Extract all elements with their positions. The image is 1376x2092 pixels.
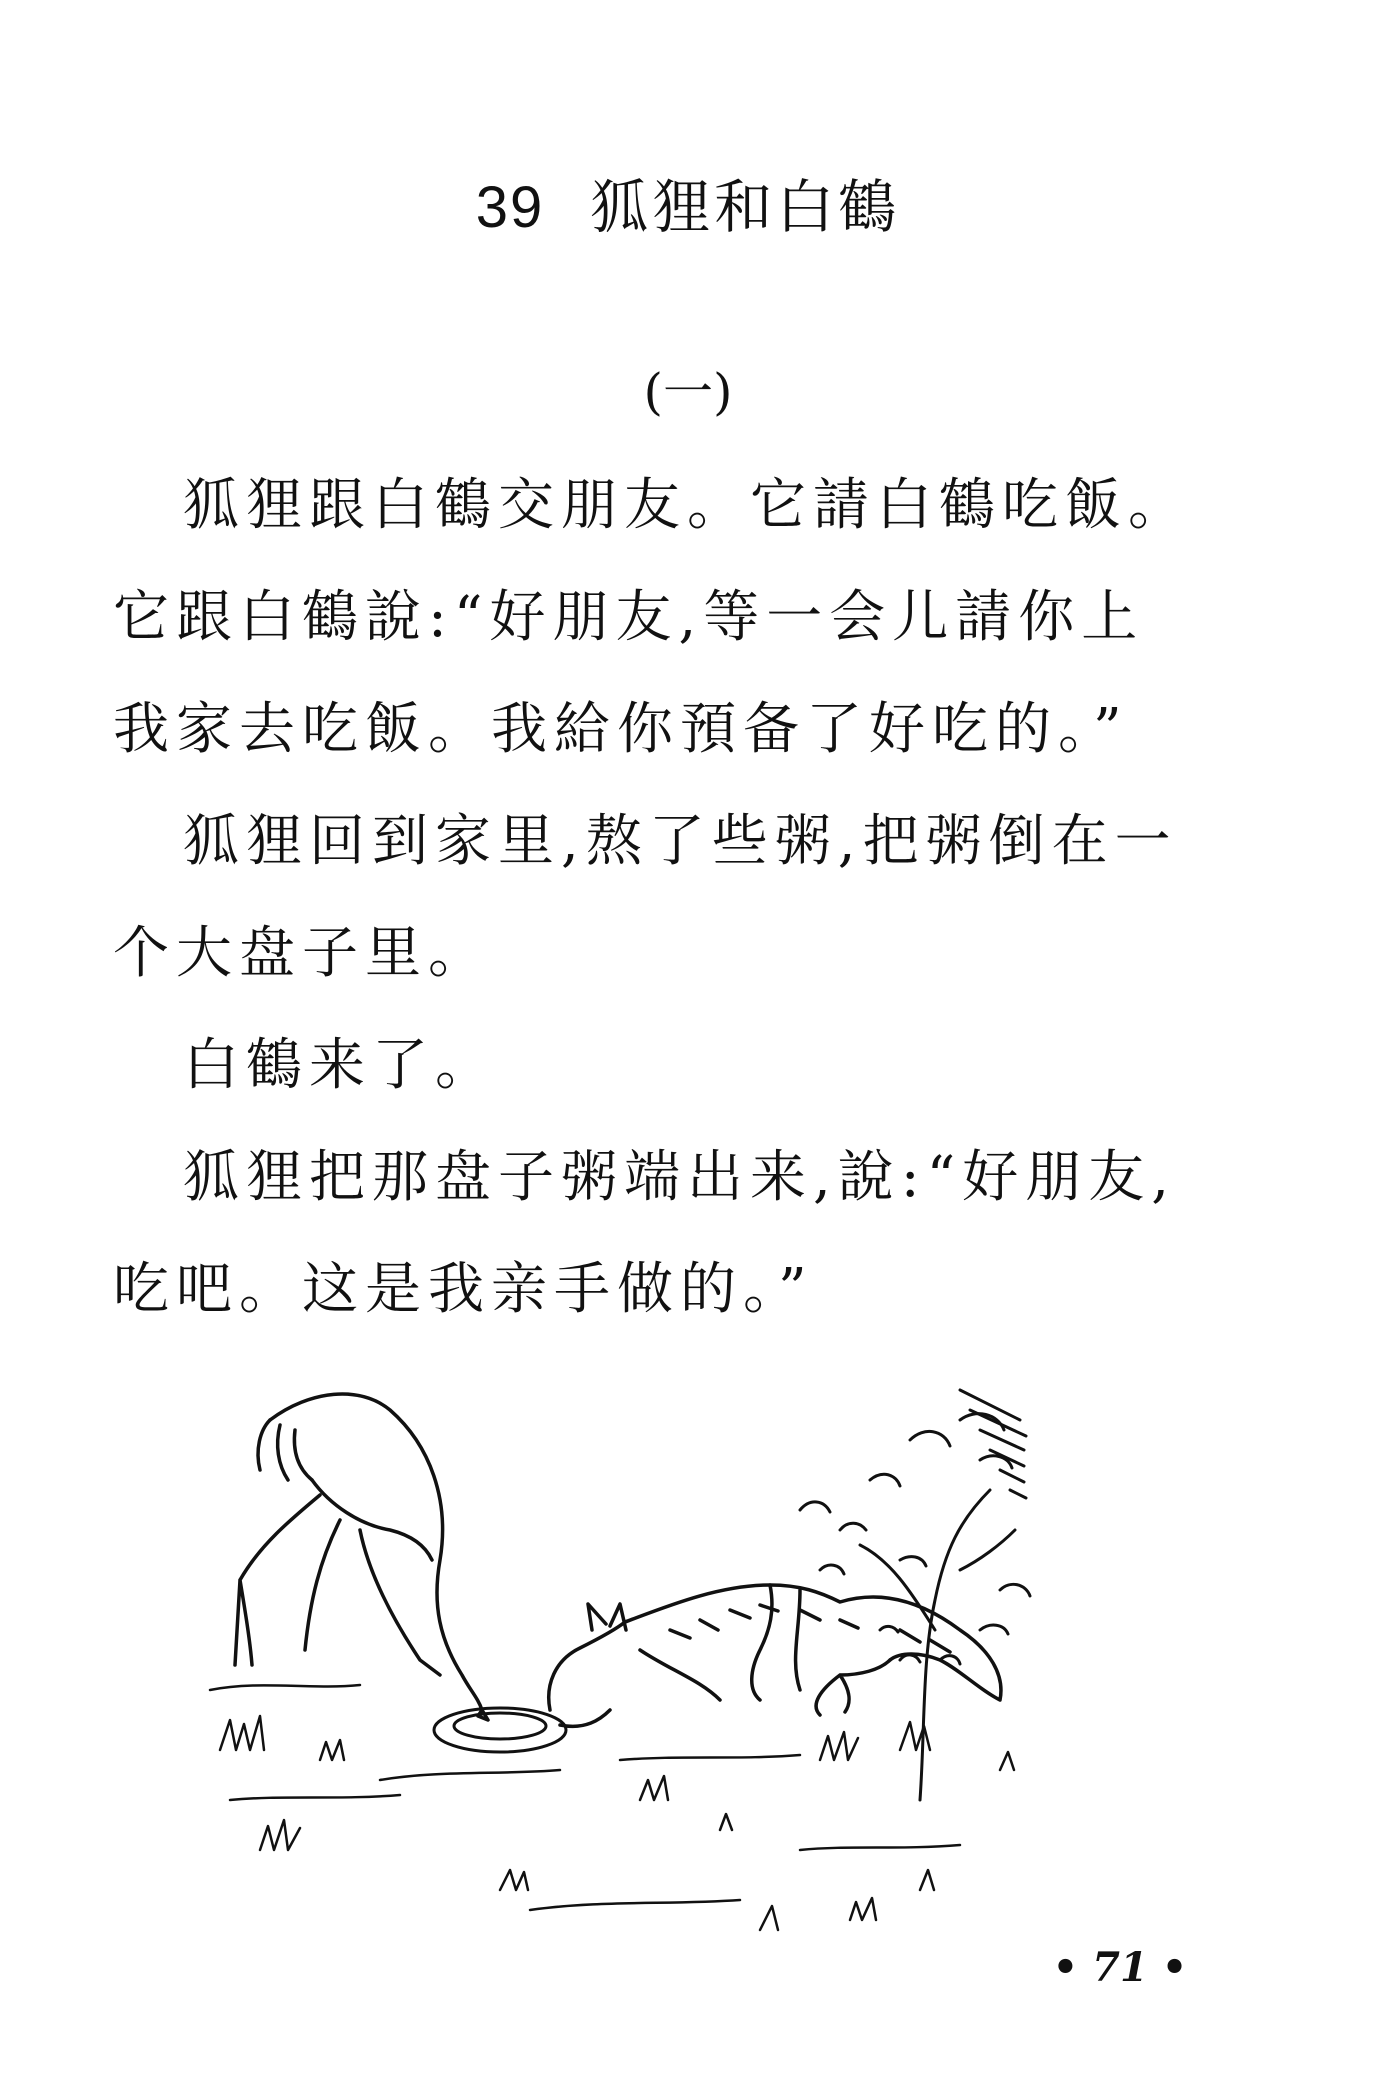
text-line: 狐狸回到家里,熬了些粥,把粥倒在一 — [183, 809, 1178, 874]
section-marker: (一) — [643, 363, 733, 421]
paragraph-1 — [113, 450, 1233, 786]
text-line: 它跟白鶴說:“好朋友,等一会儿請你上 — [113, 585, 1145, 650]
text-line: 个大盘子里。 — [113, 921, 491, 986]
paragraph-3 — [113, 1010, 1233, 1122]
text-line: 我家去吃飯。我給你預备了好吃的。” — [113, 697, 1129, 762]
text-line: 狐狸跟白鶴交朋友。它請白鶴吃飯。 — [183, 473, 1191, 538]
lesson-title-text: 狐狸和白鶴 — [590, 173, 901, 241]
grass-drawing — [210, 1685, 1014, 1930]
lesson-number: 39 — [475, 175, 545, 240]
paragraph-4 — [113, 1122, 1233, 1346]
page-number: • 71 • — [1052, 1944, 1188, 1991]
tree-drawing — [800, 1390, 1030, 1800]
text-line: 狐狸把那盘子粥端出来,說:“好朋友, — [183, 1145, 1177, 1210]
text-line: 吃吧。这是我亲手做的。” — [113, 1257, 814, 1322]
paragraph-2 — [113, 786, 1233, 1010]
crane-drawing — [235, 1394, 488, 1720]
plate-drawing — [434, 1708, 566, 1752]
fox-and-crane-illustration — [200, 1330, 1160, 1950]
lesson-title — [0, 160, 1376, 244]
text-line: 白鶴来了。 — [183, 1033, 498, 1098]
